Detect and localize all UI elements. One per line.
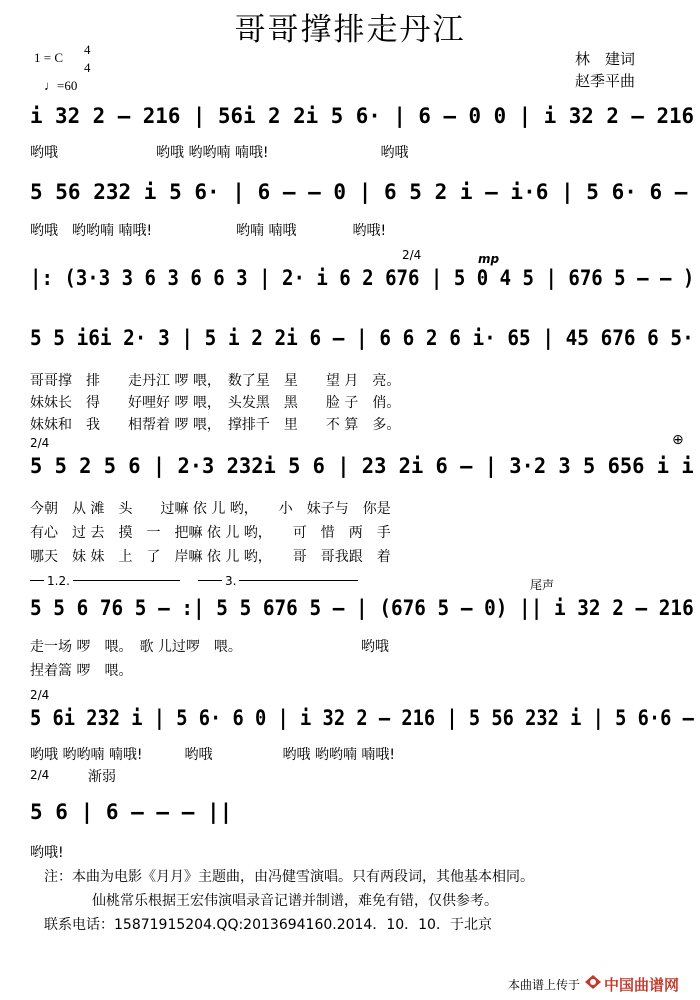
time-signature-numerator: 4	[84, 42, 91, 57]
time-change: 2/4	[402, 248, 422, 262]
coda-sign-icon: ⊕	[672, 432, 684, 448]
composer-credit: 赵季平曲	[575, 72, 636, 90]
lyricist-credit: 林 建词	[575, 50, 636, 68]
lyric-line: 哥哥撑 排 走丹江 啰 喂， 数了星 星 望 月 亮。	[30, 373, 401, 389]
volta-label-2: 3.	[222, 574, 239, 588]
volta-label-1: 1.2.	[44, 574, 73, 588]
lyric-line: 哪天 妹 妹 上 了 岸嘛 依 儿 哟， 哥 哥我跟 着	[30, 549, 391, 565]
notation-line: 5 6i 232 i | 5 6· 6 0 | i 32 2 – 216 | 5 56 232 i | 5 6·6 –	[30, 706, 694, 730]
notation-line: 5 5 2 5 6 | 2·3 232i 5 6 | 23 2i 6 – | 3·2 3 5 656 i i	[30, 454, 694, 478]
time-signature-denominator: 4	[84, 60, 91, 75]
diminuendo-marking: 渐弱	[88, 769, 116, 785]
notation-line: 5 56 232 i 5 6· | 6 – – 0 | 6 5 2 i – i·6 | 5 6· 6 –	[30, 180, 688, 204]
tempo-marking: ♩=60	[44, 78, 78, 93]
time-change: 2/4	[30, 436, 50, 450]
lyric-line: 哟哦 哟哟喃 喃哦! 哟喃 喃哦 哟哦!	[30, 223, 387, 239]
upload-label: 本曲谱上传于	[508, 978, 581, 992]
score-title: 哥哥撑排走丹江	[234, 12, 466, 48]
notation-line: |: (3·3 3 6 3 6 6 3 | 2· i 6 2 676 | 5 0 4 5 | 676 5 – – )	[30, 266, 695, 290]
footnote-line: 仙桃常乐根据王宏伟演唱录音记谱并制谱，难免有错，仅供参考。	[92, 893, 498, 909]
footnote-line: 注：本曲为电影《月月》主题曲，由冯健雪演唱。只有两段词，其他基本相同。	[44, 869, 534, 885]
site-logo-text[interactable]: 中国曲谱网	[604, 976, 680, 994]
dynamic-marking: mp	[478, 252, 500, 266]
notation-line: i 32 2 – 216 | 56i 2 2i 5 6· | 6 – 0 0 | i 32 2 – 216	[30, 104, 695, 128]
time-change: 2/4	[30, 688, 50, 702]
key-signature: 1 = C	[34, 50, 64, 65]
notation-line: 5 6 | 6 – – – ||	[30, 800, 233, 824]
footnote-line: 联系电话：15871915204.QQ:2013694160.2014．10．10．于北京	[44, 917, 492, 933]
time-change: 2/4	[30, 768, 50, 782]
lyric-line: 有心 过 去 摸 一 把嘛 依 儿 哟， 可 惜 两 手	[30, 525, 391, 541]
lyric-line: 捏着篙 啰 喂。	[30, 663, 133, 679]
site-logo-icon	[584, 974, 602, 994]
lyric-line: 妹妹长 得 好哩好 啰 喂， 头发黑 黑 脸 子 俏。	[30, 395, 401, 411]
coda-section-label: 尾声	[530, 578, 555, 592]
lyric-line: 妹妹和 我 相帮着 啰 喂， 撑排千 里 不 算 多。	[30, 417, 401, 433]
lyric-line: 哟哦 哟哟喃 喃哦! 哟哦 哟哦 哟哟喃 喃哦!	[30, 747, 396, 763]
lyric-line: 哟哦!	[30, 845, 64, 861]
notation-line: 5 5 6 76 5 – :| 5 5 676 5 – | (676 5 – 0) || i 32 2 – 216	[30, 596, 694, 620]
notation-line: 5 5 i6i 2· 3 | 5 i 2 2i 6 – | 6 6 2 6 i· 65 | 45 676 6 5·	[30, 326, 694, 350]
lyric-line: 走一场 啰 喂。 歌 儿过啰 喂。 哟哦	[30, 639, 389, 655]
lyric-line: 今朝 从 滩 头 过嘛 依 儿 哟， 小 妹子与 你是	[30, 501, 391, 517]
lyric-line: 哟哦 哟哦 哟哟喃 喃哦! 哟哦	[30, 145, 409, 161]
